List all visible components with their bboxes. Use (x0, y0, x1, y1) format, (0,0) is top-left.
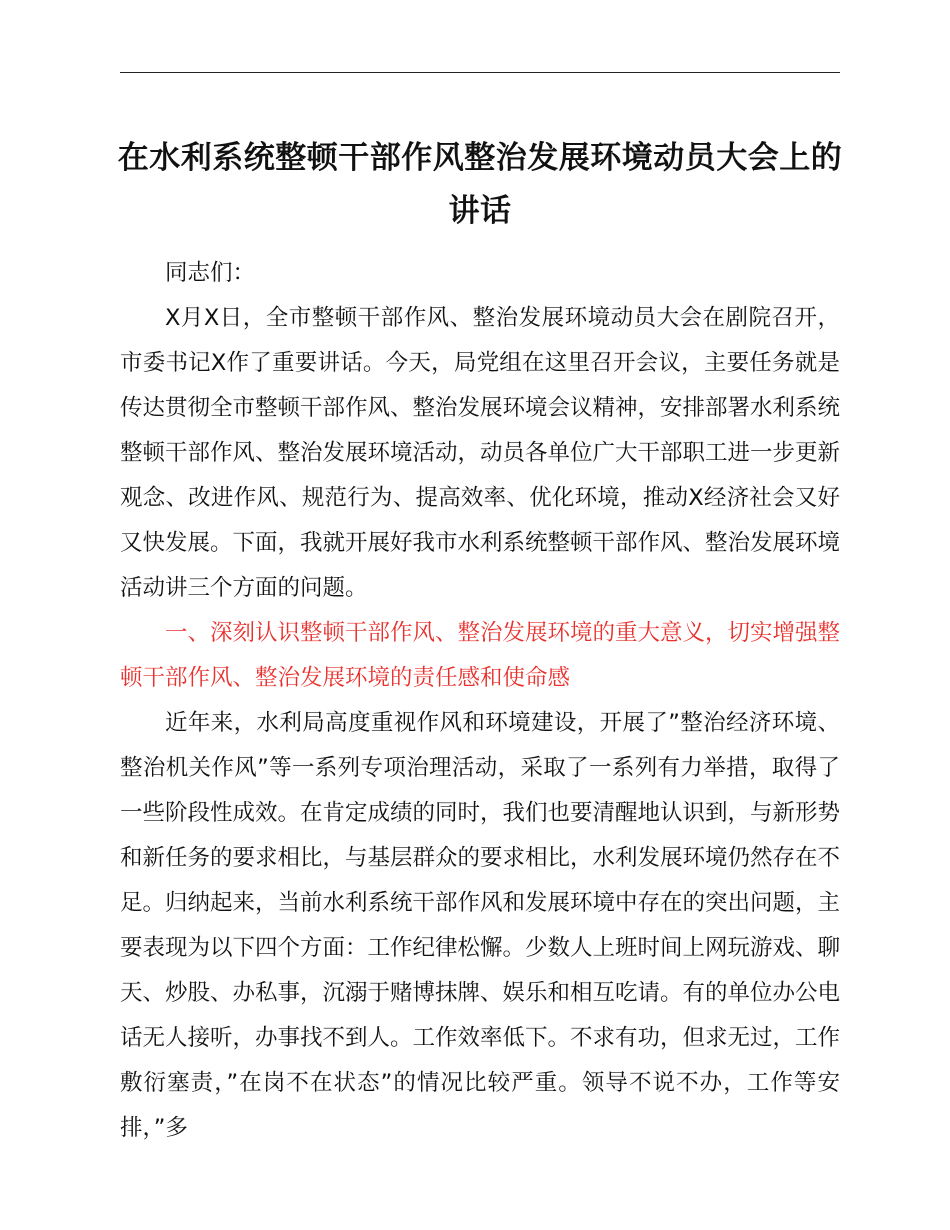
header-rule (120, 72, 840, 73)
salutation: 同志们： (165, 260, 256, 286)
document-title: 在水利系统整顿干部作风整治发展环境动员大会上的讲话 (117, 140, 843, 229)
section-heading-1: 一、深刻认识整顿干部作风、整治发展环境的重大意义，切实增强整顿干部作风、整治发展环境的责任感和使命感 (120, 620, 841, 691)
paragraph-section-1: 近年来，水利局高度重视作风和环境建设，开展了”整治经济环境、整治机关作风”等一系列专项治理活动，采取了一系列有力举措，取得了一些阶段性成效。在肯定成绩的同时，我们也要清醒地认识到，与新形势和新任务的要求相比，与基层群众的要求相比，水利发展环境仍然存在不足。归纳起来，当前水利系统干部作风和发展环境中存在的突出问题，主要表现为以下四个方面：工作纪律松懈。少数人上班时间上网玩游戏、聊天、炒股、办私事，沉溺于赌博抹牌、娱乐和相互吃请。有的单位办公电话无人接听，办事找不到人。工作效率低下。不求有功，但求无过，工作敷衍塞责，”在岗不在状态”的情况比较严重。领导不说不办，工作等安排，”多 (120, 710, 841, 1141)
paragraph-intro: X月X日，全市整顿干部作风、整治发展环境动员大会在剧院召开，市委书记X作了重要讲话。今天，局党组在这里召开会议，主要任务就是传达贯彻全市整顿干部作风、整治发展环境会议精神，安排部署水利系统整顿干部作风、整治发展环境活动，动员各单位广大干部职工进一步更新观念、改进作风、规范行为、提高效率、优化环境，推动X经济社会又好又快发展。下面，我就开展好我市水利系统整顿干部作风、整治发展环境活动讲三个方面的问题。 (120, 305, 841, 601)
document-body (120, 251, 840, 1151)
